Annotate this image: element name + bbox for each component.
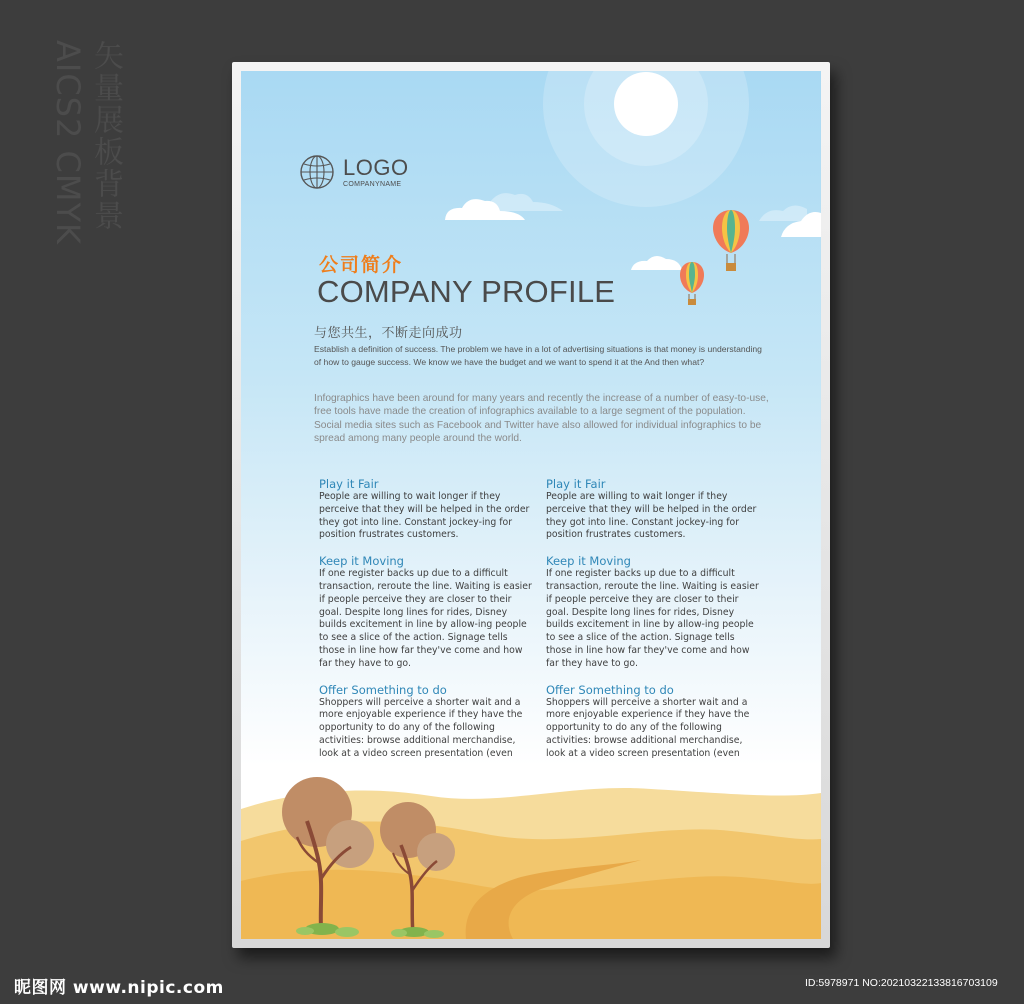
section-body: People are willing to wait longer if they perceive that they will be helped in the order they got into line. Constant jockey-ing for position frustrates customers.: [319, 491, 530, 541]
company-logo: [299, 154, 409, 190]
section-title: Play it Fair: [319, 477, 379, 491]
section-title: Keep it Moving: [319, 554, 404, 569]
poster: [241, 71, 821, 939]
globe-icon: [299, 154, 335, 190]
section-body: If one register backs up due to a difficult transaction, reroute the line. Waiting is easier if people perceive they are closer to their goal. Despite long lines for rides, Disney builds excitement in line by allow-ing people to see a slice of the action. Signage tells those in line how far they've come and how far they have to go.: [319, 568, 532, 669]
title-en: COMPANY PROFILE: [317, 274, 616, 309]
left-column: [319, 477, 534, 773]
balloon-small-icon: [680, 262, 704, 305]
site-watermark: 昵图网 www.nipic.com: [14, 978, 224, 998]
right-column: [546, 477, 761, 773]
section-body: People are willing to wait longer if they perceive that they will be helped in the order they got into line. Constant jockey-ing for position frustrates customers.: [546, 491, 757, 541]
section-title: Play it Fair: [546, 477, 606, 491]
cloud-1: [445, 193, 563, 220]
section-title: Keep it Moving: [546, 554, 631, 569]
logo-subtext: COMPANYNAME: [343, 180, 402, 188]
section-body: Shoppers will perceive a shorter wait and a more enjoyable experience if they have the opportunity to do any of the following activities: browse additional merchandise, look at a video screen presentation (even: [546, 696, 750, 759]
logo-text: LOGO: [343, 154, 409, 180]
logo-text-group: [343, 154, 409, 188]
sun: [614, 72, 678, 136]
watermark-en: AICS2 CMYK: [49, 40, 87, 245]
watermark-cn: 矢量展板背景: [88, 40, 123, 232]
section-title: Offer Something to do: [319, 682, 447, 697]
image-id-text: ID:5978971 NO:20210322133816703109: [805, 977, 998, 989]
balloon-large-icon: [713, 210, 749, 271]
side-watermark: [49, 40, 123, 245]
intro-paragraph-2: Infographics have been around for many years and recently the increase of a number of easy-to-use, free tools have made the creation of infographics available to a large segment of the population. Social media sites such as Facebook and Twitter have also allowed for individual infographics to be spread among many people around the world.: [314, 393, 769, 445]
poster-frame: [232, 62, 830, 948]
section-body: Shoppers will perceive a shorter wait and a more enjoyable experience if they have the opportunity to do any of the following activities: browse additional merchandise, look at a video screen presentation (even: [319, 696, 523, 759]
cloud-3: [759, 205, 821, 237]
cloud-2: [631, 256, 682, 270]
section-title: Offer Something to do: [546, 682, 674, 697]
slogan: 与您共生，不断走向成功: [314, 326, 463, 341]
section-body: If one register backs up due to a difficult transaction, reroute the line. Waiting is easier if people perceive they are closer to their goal. Despite long lines for rides, Disney builds excitement in line by allow-ing people to see a slice of the action. Signage tells those in line how far they've come and how far they have to go.: [546, 568, 759, 669]
title-cn: 公司简介: [319, 254, 404, 276]
intro-paragraph-1: Establish a definition of success. The problem we have in a lot of advertising situations is that money is understanding of how to gauge success. We know we have the budget and we want to spend it at the And then what?: [314, 344, 762, 367]
